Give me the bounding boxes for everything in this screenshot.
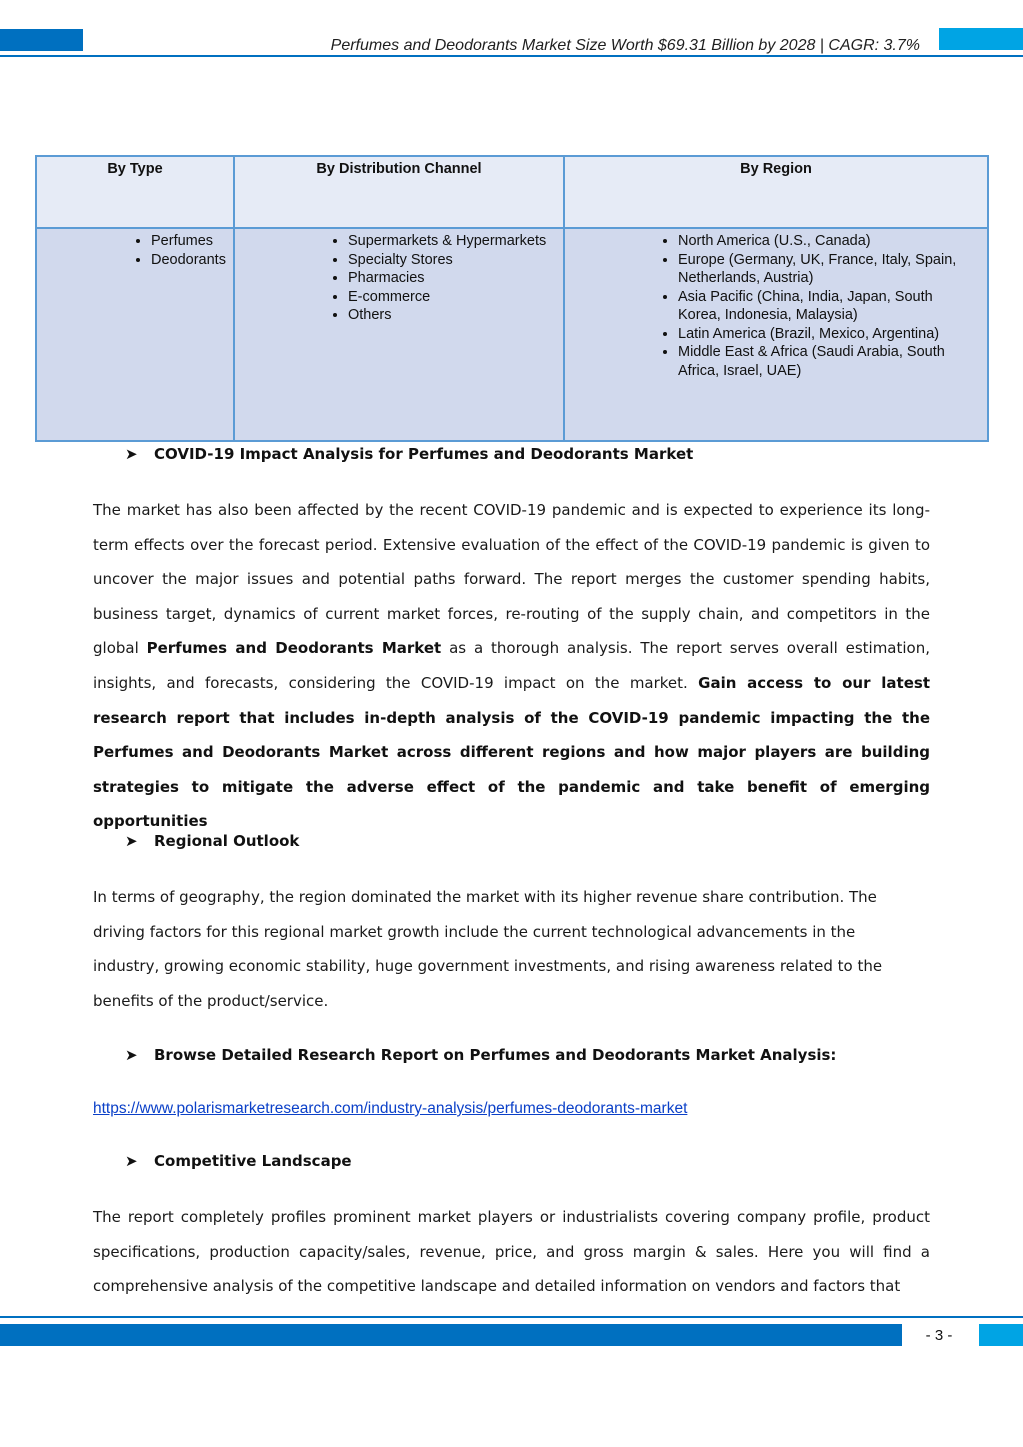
page-title: Perfumes and Deodorants Market Size Worth $69.31 Billion by 2028 | CAGR: 3.7% (330, 37, 920, 54)
report-link[interactable]: https://www.polarismarketresearch.com/industry-analysis/perfumes-deodorants-market (93, 1100, 688, 1117)
list-item: • Pharmacies (348, 269, 563, 288)
header-accent-right (939, 28, 1023, 50)
competitive-section-heading (125, 1152, 352, 1170)
browse-section-heading (125, 1046, 836, 1064)
header-by-region: By Region (564, 156, 988, 228)
list-item: • Supermarkets & Hypermarkets (348, 232, 563, 251)
page-number: - 3 - (925, 1327, 953, 1344)
covid-section-heading (125, 445, 693, 463)
covid-paragraph (93, 493, 930, 839)
type-list (37, 232, 233, 269)
region-cell (564, 228, 988, 441)
regional-heading-text: Regional Outlook (154, 832, 300, 850)
header-accent-left (0, 29, 83, 51)
list-item: • Latin America (Brazil, Mexico, Argentina) (678, 325, 977, 344)
competitive-heading-text: Competitive Landscape (154, 1152, 352, 1170)
region-list (565, 232, 987, 380)
list-item: • Deodorants (151, 251, 233, 270)
list-item: • Perfumes (151, 232, 233, 251)
covid-market-name: Perfumes and Deodorants Market (146, 639, 442, 658)
footer-rule (0, 1316, 1023, 1318)
arrowhead-bullet-icon: ➤ (125, 832, 138, 850)
browse-heading-text: Browse Detailed Research Report on Perfumes and Deodorants Market Analysis: (154, 1046, 837, 1064)
covid-heading-text: COVID-19 Impact Analysis for Perfumes and Deodorants Market (154, 445, 694, 463)
type-cell (36, 228, 234, 441)
covid-text-2: as a thorough analysis. The report serves overall estimation, insights, and forecasts, considering the COVID-19 impact on the market. (93, 639, 930, 692)
list-item: • E-commerce (348, 288, 563, 307)
distribution-channel-list (235, 232, 563, 325)
arrowhead-bullet-icon: ➤ (125, 1152, 138, 1170)
regional-paragraph: In terms of geography, the region dominated the market with its higher revenue share contribution. The driving factors for this regional market growth include the current technological advancements in the industry, growing economic stability, huge government investments, and rising awareness related to the benefits of the product/service. (93, 888, 883, 1010)
distribution-channel-cell (234, 228, 564, 441)
covid-cta-text[interactable]: Gain access to our latest research report that includes in-depth analysis of the COVID-19 pandemic impacting the the Perfumes and Deodorants Market across different regions and how major players are building strategies to mitigate the adverse effect of the pandemic and take benefit of emerging opportunities (93, 673, 930, 831)
list-item: • Europe (Germany, UK, France, Italy, Spain, Netherlands, Austria) (678, 251, 977, 288)
segmentation-table (35, 155, 989, 442)
footer-accent-right (979, 1324, 1023, 1346)
table-header-row (36, 156, 988, 228)
arrowhead-bullet-icon: ➤ (125, 1046, 138, 1064)
covid-text-1: The market has also been affected by the recent COVID-19 pandemic and is expected to experience its long-term effects over the forecast period. Extensive evaluation of the effect of the COVID-19 pandemic is given to uncover the major issues and potential paths forward. The report merges the customer spending habits, business target, dynamics of current market forces, re-routing of the supply chain, and competitors in the global (93, 501, 930, 658)
header-rule (0, 55, 1023, 57)
table-body-row (36, 228, 988, 441)
list-item: • Middle East & Africa (Saudi Arabia, South Africa, Israel, UAE) (678, 343, 977, 380)
regional-section-heading (125, 832, 299, 850)
footer-accent-left (0, 1324, 902, 1346)
header-by-type: By Type (36, 156, 234, 228)
competitive-paragraph: The report completely profiles prominent market players or industrialists covering company profile, product specifications, production capacity/sales, revenue, price, and gross margin & sales. Here you will find a comprehensive analysis of the competitive landscape and detailed information on vendors and factors that (93, 1208, 930, 1296)
header-by-distribution-channel: By Distribution Channel (234, 156, 564, 228)
list-item: • Asia Pacific (China, India, Japan, South Korea, Indonesia, Malaysia) (678, 288, 977, 325)
list-item: • North America (U.S., Canada) (678, 232, 977, 251)
list-item: • Specialty Stores (348, 251, 563, 270)
arrowhead-bullet-icon: ➤ (125, 445, 138, 463)
list-item: • Others (348, 306, 563, 325)
